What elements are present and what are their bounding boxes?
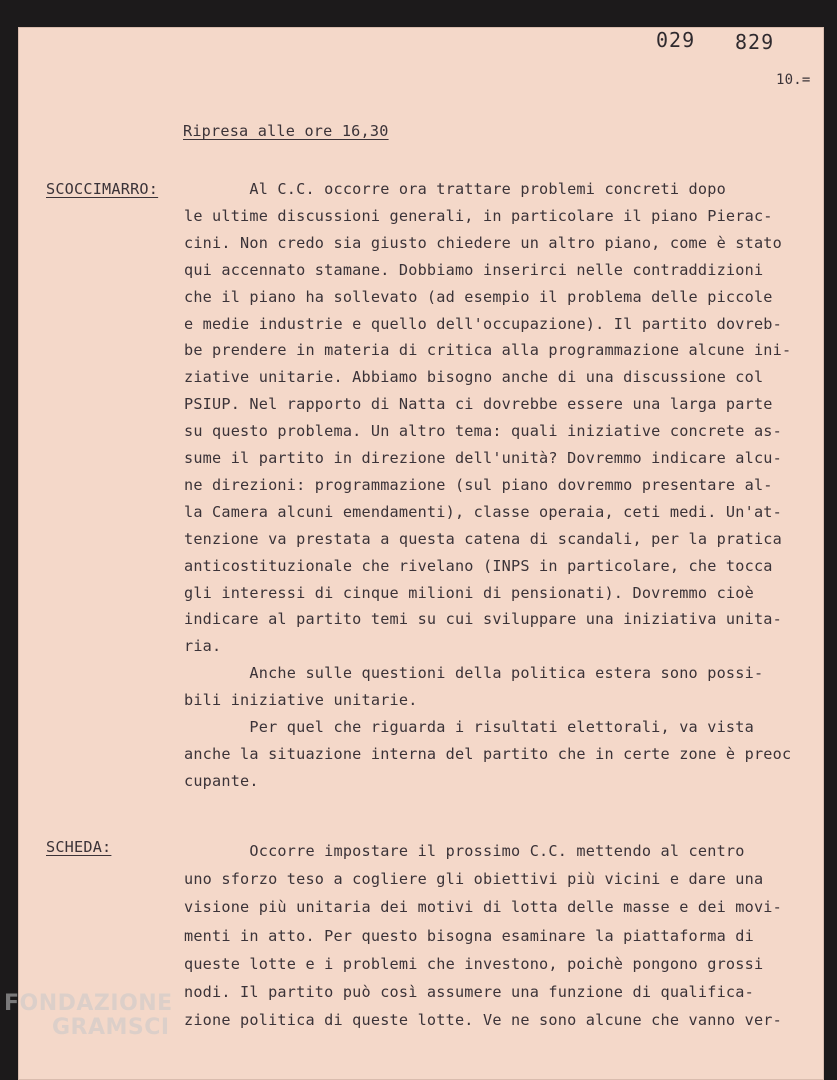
text-line: cini. Non credo sia giusto chiedere un altro piano, come è stato [184, 233, 782, 252]
speaker-label: SCOCCIMARRO: [46, 180, 159, 198]
text-line: su questo problema. Un altro tema: quali iniziative concrete as- [184, 422, 782, 441]
text-line: menti in atto. Per questo bisogna esaminare la piattaforma di [184, 926, 754, 945]
text-line: gli interessi di cinque milioni di pensionati). Dovremmo cioè [184, 583, 754, 602]
text-line: Al C.C. occorre ora trattare problemi concreti dopo [184, 180, 726, 198]
text-line: PSIUP. Nel rapporto di Natta ci dovrebbe essere una larga parte [184, 395, 773, 414]
text-line: queste lotte e i problemi che investono, poichè pongono grossi [184, 954, 764, 973]
text-line: la Camera alcuni emendamenti), classe operaia, ceti medi. Un'at- [184, 502, 782, 521]
text-line: anticostituzionale che rivelano (INPS in particolare, che tocca [184, 556, 773, 575]
archive-number: 829 [735, 30, 775, 54]
text-line: Anche sulle questioni della politica estera sono possi- [184, 664, 764, 683]
text-line: Per quel che riguarda i risultati elettorali, va vista [184, 718, 754, 736]
text-line: uno sforzo teso a cogliere gli obiettivi più vicini e dare una [184, 870, 764, 889]
session-heading: Ripresa alle ore 16,30 [183, 122, 389, 140]
page-number: 10.= [776, 72, 811, 88]
text-line: nodi. Il partito può così assumere una funzione di qualifica- [184, 983, 754, 1001]
text-line: zione politica di queste lotte. Ve ne sono alcune che vanno ver- [184, 1011, 782, 1030]
text-line: ne direzioni: programmazione (sul piano dovremmo presentare al- [184, 475, 773, 494]
text-line: indicare al partito temi su cui sviluppare una iniziativa unita- [184, 610, 782, 629]
text-line: sume il partito in direzione dell'unità? Dovremmo indicare alcu- [184, 449, 782, 467]
watermark-line: GRAMSCI [52, 1015, 170, 1040]
speaker-label: SCHEDA: [46, 838, 112, 856]
text-line: qui accennato stamane. Dobbiamo inserirci nelle contraddizioni [184, 260, 764, 279]
text-line: Occorre impostare il prossimo C.C. mettendo al centro [184, 842, 745, 860]
watermark-line: FONDAZIONE [4, 991, 173, 1016]
text-line: ziative unitarie. Abbiamo bisogno anche di una discussione col [184, 368, 764, 387]
text-line: cupante. [184, 771, 259, 790]
text-line: visione più unitaria dei motivi di lotta delle masse e dei movi- [184, 898, 782, 917]
bleed-through-text [400, 120, 418, 156]
archive-number: 029 [656, 28, 696, 52]
text-line: ria. [184, 637, 222, 656]
text-line: bili iniziative unitarie. [184, 691, 418, 710]
text-line: anche la situazione interna del partito che in certe zone è preoc [184, 744, 792, 763]
archive-watermark [4, 992, 173, 1040]
text-line: le ultime discussioni generali, in particolare il piano Pierac- [184, 206, 773, 225]
text-line: tenzione va prestata a questa catena di scandali, per la pratica [184, 529, 782, 548]
text-line: e medie industrie e quello dell'occupazione). Il partito dovreb- [184, 314, 782, 333]
text-line: che il piano ha sollevato (ad esempio il problema delle piccole [184, 287, 773, 306]
text-line: be prendere in materia di critica alla programmazione alcune ini- [184, 341, 792, 360]
